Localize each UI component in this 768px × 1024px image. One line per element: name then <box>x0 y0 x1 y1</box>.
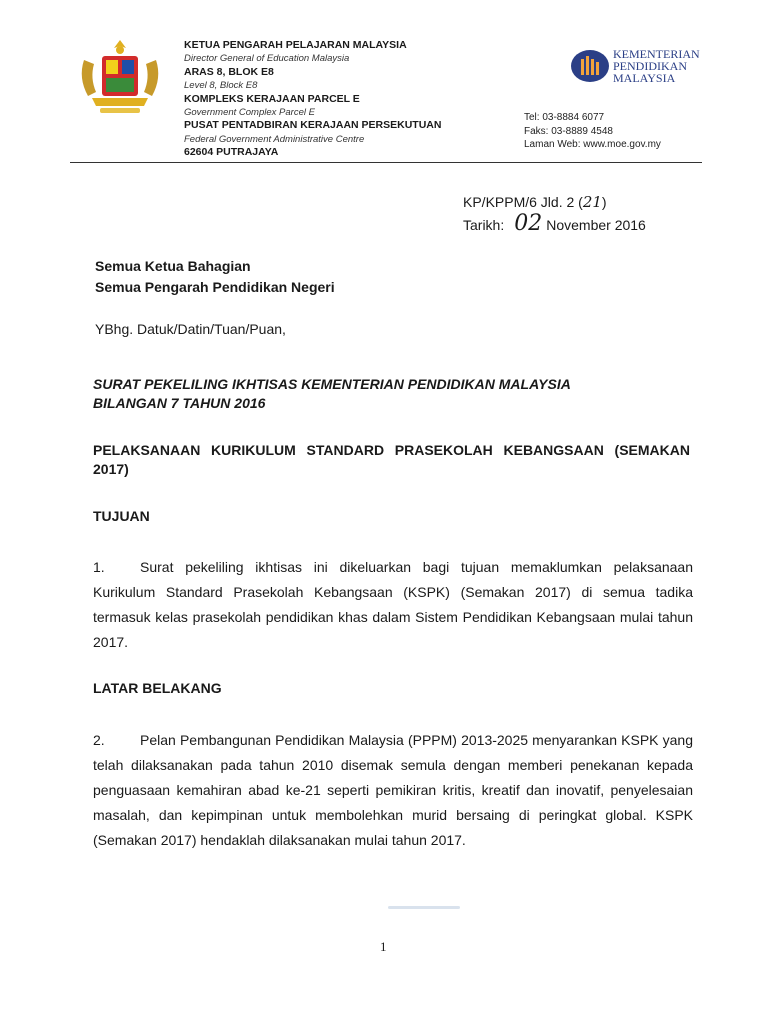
letterhead-line: 62604 PUTRAJAYA <box>184 146 279 159</box>
page-number: 1 <box>380 939 387 954</box>
ministry-name-line: MALAYSIA <box>613 71 676 85</box>
reference-suffix: ) <box>601 194 607 210</box>
date-line <box>463 213 646 236</box>
circular-title-line: SURAT PEKELILING IKHTISAS KEMENTERIAN PENDIDIKAN MALAYSIA <box>93 376 571 392</box>
recipient-line: Semua Pengarah Pendidikan Negeri <box>95 278 335 295</box>
letterhead-address <box>184 39 504 160</box>
letterhead-line: ARAS 8, BLOK E8 <box>184 65 274 78</box>
paragraph-number: 1. <box>93 559 105 575</box>
reference-block <box>463 192 646 236</box>
letterhead-line: Level 8, Block E8 <box>184 80 258 92</box>
letterhead-line: KOMPLEKS KERAJAAN PARCEL E <box>184 92 360 105</box>
circular-number: BILANGAN 7 TAHUN 2016 <box>93 395 266 411</box>
paragraph <box>93 555 693 655</box>
ministry-name <box>613 48 700 84</box>
date-rest: November 2016 <box>546 217 646 233</box>
recipient-line: Semua Ketua Bahagian <box>95 258 251 274</box>
letterhead-line: Director General of Education Malaysia <box>184 53 350 65</box>
tel-number: Tel: 03-8884 6077 <box>524 112 605 123</box>
scan-smudge <box>388 906 460 909</box>
salutation: YBhg. Datuk/Datin/Tuan/Puan, <box>95 321 286 337</box>
fax-number: Faks: 03-8889 4548 <box>524 125 613 137</box>
paragraph-number: 2. <box>93 732 105 748</box>
section-heading: TUJUAN <box>93 508 150 524</box>
website: Laman Web: www.moe.gov.my <box>524 139 661 151</box>
circular-title <box>93 375 653 413</box>
paragraph <box>93 728 693 853</box>
paragraph-text: Surat pekeliling ikhtisas ini dikeluarkan bagi tujuan memaklumkan pelaksanaan Kurikulum Standard Prasekolah Kebangsaan (KSPK) (Semakan 2017) di semua tadika termasuk kelas prasekolah pendidikan khas dalam Sistem Pendidikan Kebangsaan mulai tahun 2017. <box>93 559 693 650</box>
recipients <box>95 256 335 297</box>
reference-prefix: KP/KPPM/6 Jld. 2 ( <box>463 194 583 210</box>
reference-handwritten-number: 21 <box>582 193 602 211</box>
ministry-logo-icon <box>570 46 610 86</box>
paragraph-text: Pelan Pembangunan Pendidikan Malaysia (PPPM) 2013-2025 menyarankan KSPK yang telah dilaksanakan pada tahun 2010 disemak semula dengan memberi penekanan kepada penguasaan kemahiran abad ke-21 seperti pemikiran kritis, kreatif dan inovatif, penyelesaian masalah, dan kepimpinan untuk membolehkan murid bersaing di peringkat global. KSPK (Semakan 2017) hendaklah dilaksanakan mulai tahun 2017. <box>93 732 693 848</box>
date-handwritten-day: 02 <box>514 211 543 236</box>
ministry-name-line: KEMENTERIAN <box>613 47 700 61</box>
letterhead-line: Government Complex Parcel E <box>184 107 315 119</box>
letterhead-line: KETUA PENGARAH PELAJARAN MALAYSIA <box>184 39 407 51</box>
coat-of-arms-crest-icon <box>70 38 170 118</box>
date-label: Tarikh: <box>463 217 505 233</box>
contact-info <box>524 111 661 152</box>
letterhead-line: PUSAT PENTADBIRAN KERAJAAN PERSEKUTUAN <box>184 119 442 132</box>
ministry-name-line: PENDIDIKAN <box>613 59 687 73</box>
section-heading: LATAR BELAKANG <box>93 680 222 696</box>
header-divider <box>70 162 702 163</box>
letterhead-line: Federal Government Administrative Centre <box>184 133 365 145</box>
reference-number <box>463 192 646 213</box>
subject-title: PELAKSANAAN KURIKULUM STANDARD PRASEKOLAH KEBANGSAAN (SEMAKAN 2017) <box>93 442 690 477</box>
